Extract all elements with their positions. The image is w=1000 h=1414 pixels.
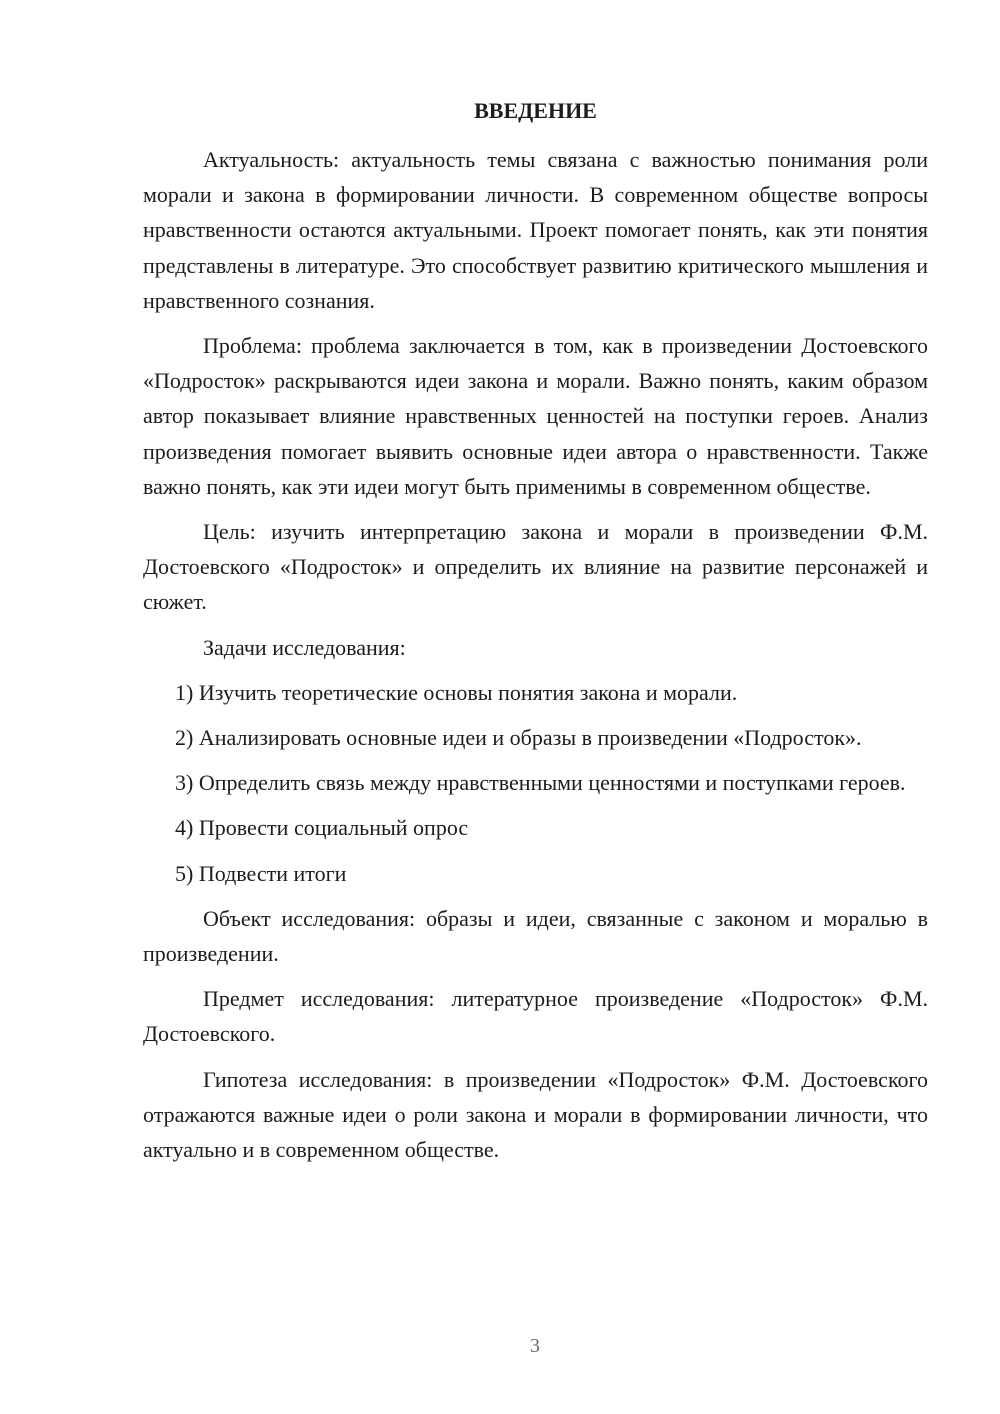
paragraph-hypothesis: Гипотеза исследования: в произведении «Подросток» Ф.М. Достоевского отражаются важные идеи о роли закона и морали в формировании личности, что актуально и в современном обществе.	[143, 1066, 928, 1163]
task-item-4: 4) Провести социальный опрос	[175, 815, 469, 841]
task-item-3: 3) Определить связь между нравственными ценностями и поступками героев.	[175, 770, 906, 796]
paragraph-relevance: Актуальность: актуальность темы связана с важностью понимания роли морали и закона в формировании личности. В современном обществе вопросы нравственности остаются актуальными. Проект помогает понять, как эти понятия представлены в литературе. Это способствует развитию критического мышления и нравственного сознания.	[143, 147, 928, 313]
paragraph-object: Объект исследования: образы и идеи, связанные с законом и моралью в произведении.	[143, 905, 928, 967]
task-item-5: 5) Подвести итоги	[175, 860, 347, 886]
task-item-1: 1) Изучить теоретические основы понятия закона и морали.	[175, 679, 738, 705]
paragraph-subject: Предмет исследования: литературное произведение «Подросток» Ф.М. Достоевского.	[143, 986, 928, 1047]
page-number: 3	[530, 1335, 540, 1357]
document-body	[143, 142, 928, 1177]
paragraph-goal: Цель: изучить интерпретацию закона и морали в произведении Ф.М. Достоевского «Подросток» и определить их влияние на развитие персонажей и сюжет.	[143, 519, 928, 615]
paragraph-problem: Проблема: проблема заключается в том, как в произведении Достоевского «Подросток» раскрываются идеи закона и морали. Важно понять, каким образом автор показывает влияние нравственных ценностей на поступки героев. Анализ произведения помогает выявить основные идеи автора о нравственности. Также важно понять, как эти идеи могут быть применимы в современном обществе.	[143, 333, 928, 499]
page-title: ВВЕДЕНИЕ	[474, 98, 597, 123]
paragraph-tasks-heading: Задачи исследования:	[203, 634, 406, 660]
task-item-2: 2) Анализировать основные идеи и образы в произведении «Подросток».	[175, 725, 862, 751]
